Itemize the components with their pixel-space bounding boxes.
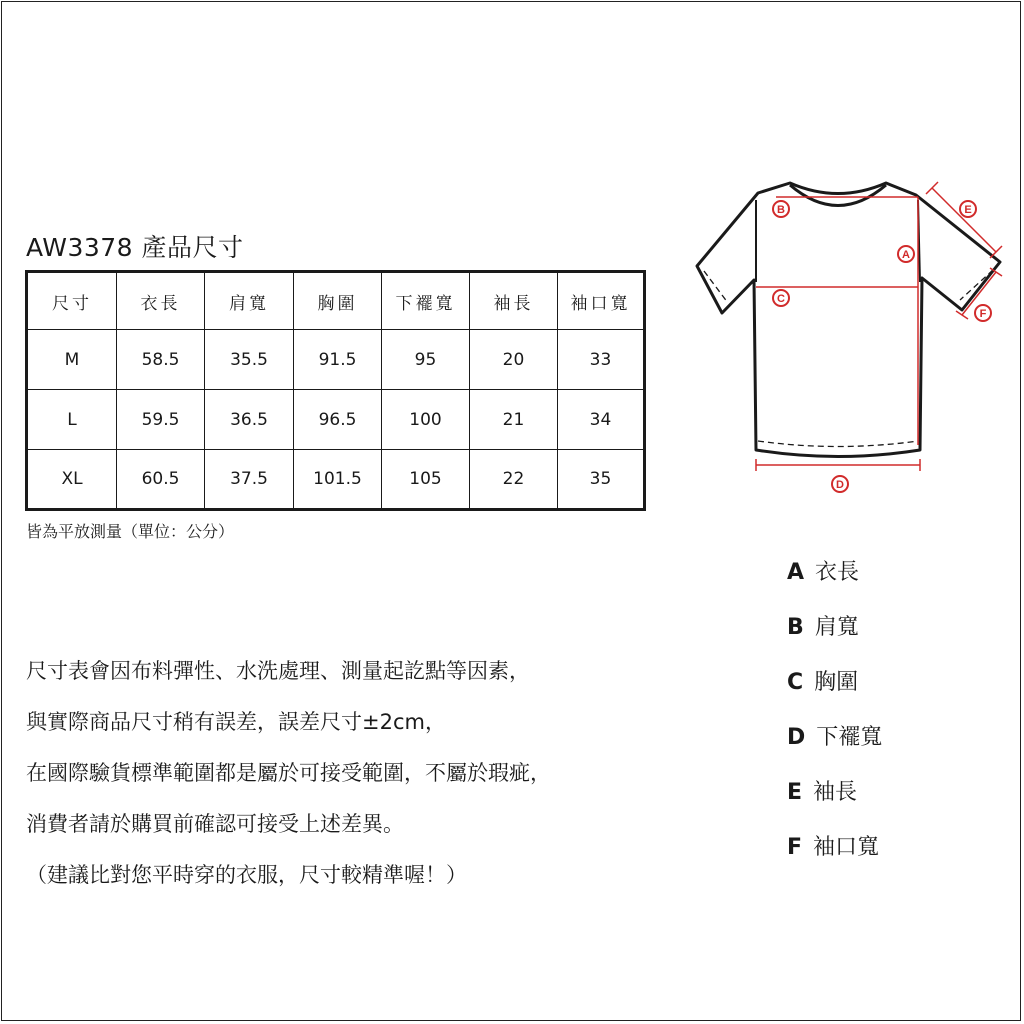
table-cell: 95 <box>382 330 470 390</box>
disclaimer-line: 尺寸表會因布料彈性、水洗處理、測量起訖點等因素， <box>26 659 530 683</box>
marker-a: A <box>902 249 910 261</box>
table-header-row <box>27 272 645 330</box>
column-header: 肩寬 <box>205 272 294 330</box>
marker-f: F <box>979 308 987 320</box>
column-header: 胸圍 <box>294 272 382 330</box>
marker-c: C <box>777 293 785 305</box>
legend-item: C 胸圍 <box>787 670 859 695</box>
table-cell: 34 <box>558 390 645 450</box>
disclaimer-line: （建議比對您平時穿的衣服，尺寸較精準喔！） <box>26 863 467 887</box>
marker-e: E <box>964 204 972 216</box>
table-cell: 37.5 <box>205 450 294 510</box>
table-cell: 101.5 <box>294 450 382 510</box>
table-cell: 22 <box>470 450 558 510</box>
table-cell: 91.5 <box>294 330 382 390</box>
legend-item: F 袖口寬 <box>787 835 880 860</box>
table-cell: 59.5 <box>117 390 205 450</box>
table-cell: XL <box>27 450 117 510</box>
measurement-legend <box>787 550 882 880</box>
disclaimer-line: 在國際驗貨標準範圍都是屬於可接受範圍，不屬於瑕疵， <box>26 761 551 785</box>
size-table <box>25 270 646 511</box>
disclaimer-text <box>26 646 551 901</box>
legend-item: A 衣長 <box>787 560 860 585</box>
table-cell: 96.5 <box>294 390 382 450</box>
measurement-note: 皆為平放測量（單位：公分） <box>26 522 235 541</box>
table-cell: 33 <box>558 330 645 390</box>
column-header: 尺寸 <box>27 272 117 330</box>
table-cell: 100 <box>382 390 470 450</box>
table-cell: 35 <box>558 450 645 510</box>
legend-item: D 下襬寬 <box>787 725 883 750</box>
disclaimer-line: 與實際商品尺寸稍有誤差，誤差尺寸±2cm， <box>26 710 446 734</box>
page-title: AW3378 產品尺寸 <box>26 233 244 262</box>
sleeve-length-line <box>932 188 996 252</box>
table-cell: 105 <box>382 450 470 510</box>
tshirt-diagram-icon <box>690 170 1010 500</box>
table-cell: 21 <box>470 390 558 450</box>
legend-item: E 袖長 <box>787 780 858 805</box>
table-row <box>27 390 645 450</box>
table-cell: 58.5 <box>117 330 205 390</box>
table-row <box>27 330 645 390</box>
column-header: 下襬寬 <box>382 272 470 330</box>
column-header: 衣長 <box>117 272 205 330</box>
table-cell: 36.5 <box>205 390 294 450</box>
legend-item: B 肩寬 <box>787 615 859 640</box>
marker-d: D <box>836 479 844 491</box>
disclaimer-line: 消費者請於購買前確認可接受上述差異。 <box>26 812 404 836</box>
hem-stitch <box>758 441 918 447</box>
table-cell: L <box>27 390 117 450</box>
table-cell: 20 <box>470 330 558 390</box>
table-cell: M <box>27 330 117 390</box>
column-header: 袖長 <box>470 272 558 330</box>
column-header: 袖口寬 <box>558 272 645 330</box>
table-row <box>27 450 645 510</box>
table-cell: 35.5 <box>205 330 294 390</box>
table-cell: 60.5 <box>117 450 205 510</box>
marker-b: B <box>777 204 785 216</box>
shirt-outline <box>697 183 1000 457</box>
cuff-tick-bottom <box>956 311 968 319</box>
